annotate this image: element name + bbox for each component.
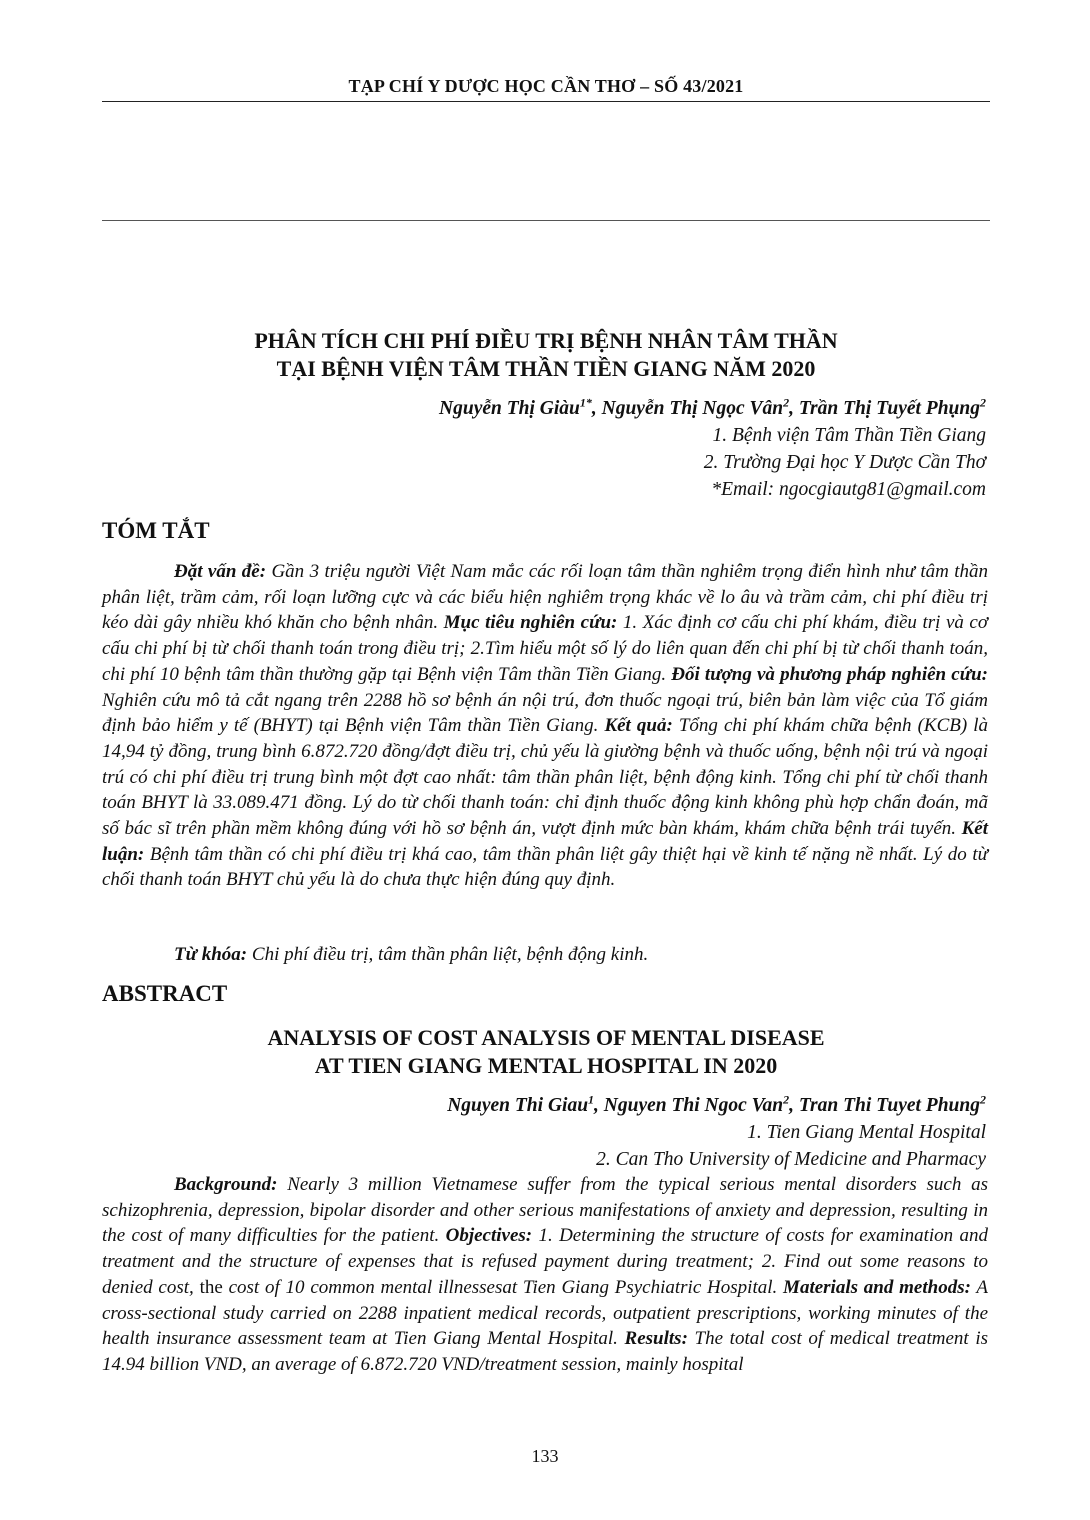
en-background-text: Nearly 3 million Vietnamese suffer from the typical serious mental disorders such as schizophrenia, depression, bipolar disorder and other serious manifestations of anxiety and depression, resulting in the cost of many difficulties for the patient. bbox=[102, 1174, 988, 1247]
en-title-line-1: ANALYSIS OF COST ANALYSIS OF MENTAL DISEASE bbox=[267, 1025, 825, 1050]
vi-section-heading: TÓM TẮT bbox=[102, 518, 210, 543]
en-objectives-text-a: 1. Determining the structure of costs for examination and treatment and the structure of expenses that is refused payment during treatment; 2. Find out some reasons to denied cost, bbox=[102, 1225, 989, 1298]
en-affiliation-2: 2. Can Tho University of Medicine and Pharmacy bbox=[596, 1149, 986, 1170]
en-author-1-sup: 1 bbox=[588, 1092, 595, 1107]
vi-authors bbox=[439, 395, 986, 422]
vi-author-2-sup: 2 bbox=[783, 395, 790, 410]
vi-keywords bbox=[102, 942, 988, 968]
en-affiliation-1: 1. Tien Giang Mental Hospital bbox=[747, 1122, 986, 1143]
en-author-block bbox=[447, 1092, 986, 1173]
vi-objectives-text: 1. Xác định cơ cấu chi phí khám, điều trị và cơ cấu chi phí bị từ chối thanh toán trong điều trị; 2.Tìm hiểu một số lý do liên quan đến chi phí bị từ chối thanh toán, chi phí 10 bệnh tâm thần thường gặp tại Bệnh viện Tâm thần Tiền Giang. bbox=[102, 612, 988, 685]
vi-author-block bbox=[439, 395, 986, 503]
vi-keywords-label: Từ khóa: bbox=[174, 944, 248, 965]
en-results-text: The total cost of medical treatment is 14.94 billion VND, an average of 6.872.720 VND/treatment session, mainly hospital bbox=[102, 1328, 989, 1375]
en-background-label: Background: bbox=[174, 1174, 278, 1195]
en-author-2: Nguyen Thi Ngoc Van bbox=[603, 1095, 784, 1116]
vi-background-label: Đặt vấn đề: bbox=[174, 561, 267, 582]
en-author-sep: , bbox=[789, 1095, 799, 1116]
journal-header: TẠP CHÍ Y DƯỢC HỌC CẦN THƠ – SỐ 43/2021 bbox=[348, 76, 744, 96]
en-author-sep: , bbox=[594, 1095, 604, 1116]
vi-author-sep: , bbox=[789, 398, 799, 419]
vi-author-2: Nguyễn Thị Ngọc Vân bbox=[601, 398, 784, 419]
vi-methods-text: Nghiên cứu mô tả cắt ngang trên 2288 hồ sơ bệnh án nội trú, đơn thuốc ngoại trú, biên bản làm việc của Tổ giám định bảo hiểm y tế (BHYT) tại Bệnh viện Tâm thần Tiền Giang. bbox=[102, 689, 988, 737]
en-section-heading: ABSTRACT bbox=[102, 981, 228, 1006]
vi-conclusion-text: Bệnh tâm thần có chi phí điều trị khá cao, tâm thần phân liệt gây thiệt hại về kinh tế nặng nề nhất. Lý do từ chối thanh toán BHYT chủ yếu là do chưa thực hiện đúng quy định. bbox=[102, 843, 988, 891]
header-rule bbox=[102, 101, 990, 102]
vi-objectives-label: Mục tiêu nghiên cứu: bbox=[443, 612, 618, 634]
vi-title-line-1: PHÂN TÍCH CHI PHÍ ĐIỀU TRỊ BỆNH NHÂN TÂM THẦN bbox=[254, 328, 838, 353]
vi-affiliation-1: 1. Bệnh viện Tâm Thần Tiền Giang bbox=[712, 425, 986, 446]
vi-results-label: Kết quả: bbox=[604, 715, 673, 737]
en-methods-text: A cross-sectional study carried on 2288 inpatient medical records, outpatient prescriptions, working minutes of the health insurance assessment team at Tien Giang Mental Hospital. bbox=[102, 1276, 988, 1350]
en-objectives-text-c: cost of 10 common mental illnessesat Tien Giang Psychiatric Hospital. bbox=[222, 1276, 784, 1298]
en-title bbox=[102, 1024, 990, 1080]
vi-keywords-text: Chi phí điều trị, tâm thần phân liệt, bệnh động kinh. bbox=[247, 944, 649, 965]
vi-abstract-paragraph bbox=[102, 559, 988, 893]
vi-author-1-sup: 1* bbox=[579, 395, 592, 410]
page-number: 133 bbox=[531, 1446, 559, 1466]
vi-author-1: Nguyễn Thị Giàu bbox=[439, 398, 580, 419]
vi-title-line-2: TẠI BỆNH VIỆN TÂM THẦN TIỀN GIANG NĂM 2020 bbox=[276, 356, 816, 381]
en-title-line-2: AT TIEN GIANG MENTAL HOSPITAL IN 2020 bbox=[314, 1053, 778, 1078]
separator-rule bbox=[102, 220, 990, 221]
vi-methods-label: Đối tượng và phương pháp nghiên cứu: bbox=[671, 663, 988, 685]
vi-affiliation-2: 2. Trường Đại học Y Dược Cần Thơ bbox=[703, 452, 986, 473]
en-author-3: Tran Thi Tuyet Phung bbox=[798, 1095, 980, 1116]
vi-conclusion-label: Kết luận: bbox=[102, 818, 988, 865]
vi-background-text: Gần 3 triệu người Việt Nam mắc các rối loạn tâm thần nghiêm trọng điển hình như tâm thần phân liệt, trầm cảm, rối loạn lưỡng cực và các biểu hiện nghiêm trọng khác về lo âu và trầm cảm, chi phí điều trị kéo dài gây nhiều khó khăn cho bệnh nhân. bbox=[102, 561, 988, 634]
en-abstract-paragraph bbox=[102, 1172, 988, 1378]
en-author-1: Nguyen Thi Giau bbox=[447, 1095, 589, 1116]
vi-email: *Email: ngocgiautg81@gmail.com bbox=[711, 479, 986, 500]
vi-author-sep: , bbox=[591, 398, 602, 419]
en-objectives-text-b: the bbox=[199, 1276, 223, 1298]
en-objectives-label: Objectives: bbox=[445, 1225, 533, 1247]
en-author-3-sup: 2 bbox=[980, 1092, 986, 1107]
vi-author-3: Trần Thị Tuyết Phụng bbox=[798, 398, 980, 419]
en-methods-label: Materials and methods: bbox=[783, 1276, 971, 1298]
vi-results-text: Tổng chi phí khám chữa bệnh (KCB) là 14,94 tỷ đồng, trung bình 6.872.720 đồng/đợt điều trị, chủ yếu là giường bệnh và thuốc uống, bệnh nội trú và ngoại trú có chi phí điều trị trung bình một đợt cao nhất: tâm thần phân liệt, bệnh động kinh. Tổng chi phí từ chối thanh toán BHYT là 33.089.471 đồng. Lý do từ chối thanh toán: chỉ định thuốc động kinh không phù hợp chẩn đoán, mã số bác sĩ trên phần mềm không đúng với hồ sơ bệnh án, vượt định mức bàn khám, khám chữa bệnh trái tuyến. bbox=[102, 715, 989, 840]
vi-author-3-sup: 2 bbox=[980, 395, 986, 410]
en-author-2-sup: 2 bbox=[783, 1092, 790, 1107]
vi-title bbox=[102, 327, 990, 383]
en-authors bbox=[447, 1092, 986, 1119]
en-results-label: Results: bbox=[624, 1328, 688, 1350]
